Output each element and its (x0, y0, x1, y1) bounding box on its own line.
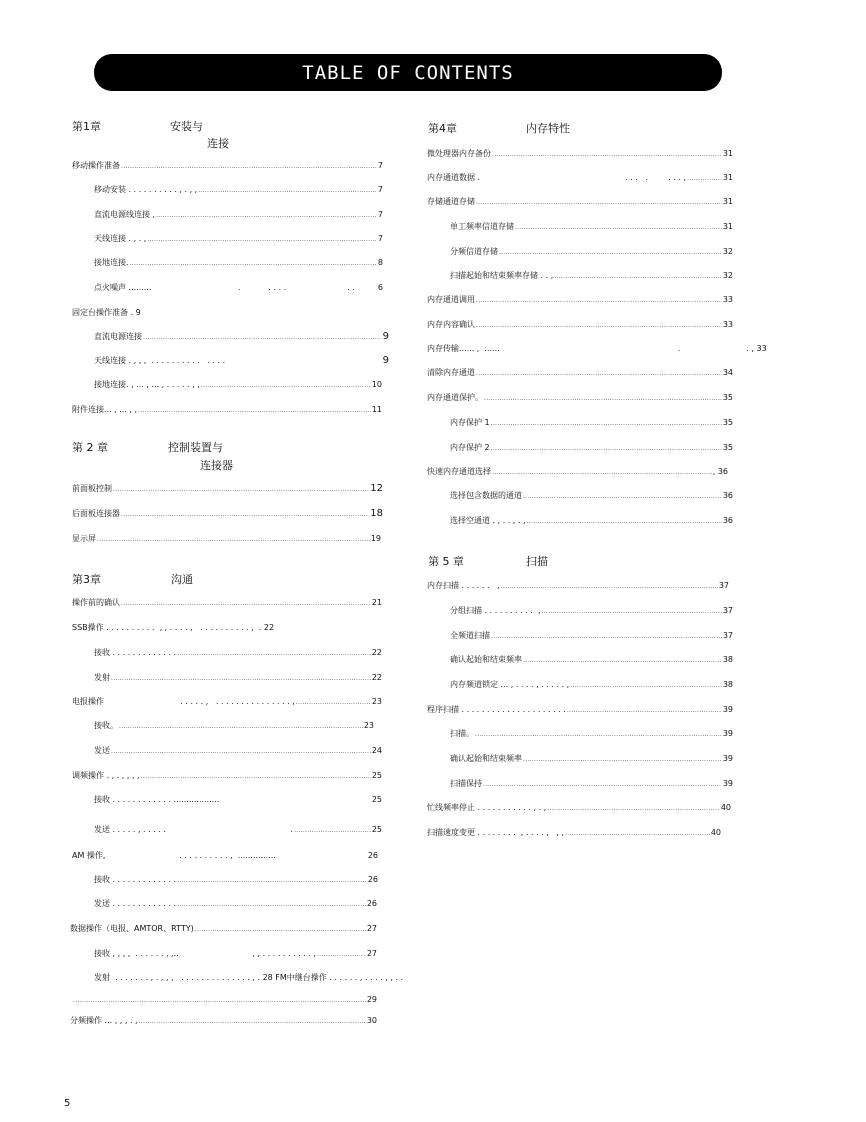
toc-entry[interactable]: 电报操作 . . . . . , . . . . . . . . . . . . . . . , ..... 23 (72, 696, 382, 707)
toc-entry[interactable]: 天线连接 . , , , . . . . . . . . . . . . . . 9 (94, 355, 389, 366)
toc-entry[interactable]: 确认起始和结束频率 ..... 39 (450, 753, 733, 764)
toc-entry[interactable]: 接收 . . . . . . . . . . . . .................. 25 (94, 795, 382, 804)
toc-entry[interactable]: 接地连接. ..... 8 (94, 257, 383, 268)
toc-entry[interactable]: 发送 . . . . . . . . . . . . . ..... 26 (94, 898, 377, 909)
toc-entry[interactable]: 移动操作准备 ..... 7 (72, 160, 383, 171)
toc-entry[interactable]: 天线连接 . , . , ..... 7 (94, 233, 383, 244)
toc-entry[interactable]: 调频操作 . , . , , , , ..... 25 (72, 770, 382, 781)
toc-entry[interactable]: 程序扫描 . . . . . . . . . . . . . . . . . . . . . ..... 39 (427, 704, 733, 715)
toc-entry[interactable]: SSB操作 . . . . . . . . . . , , . . . . , . . . . . . . . . . , . 22 (72, 623, 275, 632)
toc-entry[interactable]: 扫描速度变更 . . . . . . . . , . . . . , , , ..... 40 (427, 827, 721, 838)
toc-entry[interactable]: 接收 , , , , . . . . . . , ,.. , , . . . . . . . . . . , ..... 27 (94, 948, 377, 959)
chapter-title: 扫描 (526, 555, 548, 568)
toc-entry[interactable]: 发送 . . . . . , . . . . . . ..... 25 (94, 824, 382, 835)
toc-entry[interactable]: 扫描起始和结束频率存储 . . , ..... 32 (450, 270, 733, 281)
toc-entry[interactable]: 清除内存通道 ..... 34 (427, 367, 733, 378)
toc-entry[interactable]: 数据操作（电报、AMTOR、RTTY) ..... 27 (70, 923, 377, 934)
toc-entry[interactable]: 分频信道存储 ..... 32 (450, 246, 733, 257)
chapter-number: 第 5 章 (428, 555, 464, 568)
toc-entry[interactable]: 附件连接... , ... , , ..... 11 (72, 404, 382, 415)
chapter-number: 第1章 (72, 120, 101, 133)
toc-entry[interactable]: 固定台操作准备 . 9 (72, 308, 141, 317)
toc-entry[interactable]: 内存保护 1 ..... 35 (450, 417, 733, 428)
toc-entry[interactable]: 扫描保持 ..... 39 (450, 778, 733, 789)
toc-entry[interactable]: 选择包含数据的通道 ..... 36 (450, 490, 733, 501)
chapter-title: 控制装置与 (168, 441, 223, 454)
toc-entry[interactable]: 内存扫描 . . . . . . , ..... 37 (427, 580, 729, 591)
toc-entry[interactable]: 内存传输...... , ...... . . , 33 (427, 344, 767, 353)
chapter-title: 沟通 (171, 573, 193, 586)
toc-entry[interactable]: 分组扫描 . . . . . . . . . . , ..... 37 (450, 605, 733, 616)
toc-entry[interactable]: 移动安装 . . . . . . . . . . , . , , ..... 7 (94, 184, 383, 195)
toc-entry[interactable]: 操作前的确认 ..... 21 (72, 597, 382, 608)
toc-entry[interactable]: 显示屏 ..... 19 (72, 533, 381, 544)
toc-entry[interactable]: 忙线频率停止 . . . . . . . . . . . , . , ..... 40 (427, 802, 731, 813)
toc-entry[interactable]: ..... 29 (72, 995, 377, 1004)
toc-entry[interactable]: 存储通道存储 ..... 31 (427, 196, 733, 207)
toc-entry[interactable]: 直流电源线连接 , ..... 7 (94, 209, 383, 220)
toc-entry[interactable]: 单工频率信道存储 ..... 31 (450, 221, 733, 232)
toc-entry[interactable]: 直流电源连接 ..... 9 (94, 331, 389, 342)
toc-entry[interactable]: 内存内容确认 ..... 33 (427, 319, 733, 330)
toc-entry[interactable]: 接收。 ..... 23 (94, 720, 374, 731)
toc-entry[interactable]: 内存通道保护。 ..... 35 (427, 392, 733, 403)
page-title: TABLE OF CONTENTS (302, 61, 514, 84)
toc-entry[interactable]: 接地连接. , ... , ... , . . . . . , , ..... 10 (94, 379, 382, 390)
chapter-title: 安装与 (170, 120, 203, 133)
chapter-number: 第3章 (72, 573, 101, 586)
toc-entry[interactable]: 分频操作 ... , , , . , ..... 30 (70, 1015, 377, 1026)
toc-entry[interactable]: 发射 . . . . . . . , . , , , . . . . . . . . . . . . . . , . 28 FM中继台操作 . . . . . . , . . . . , , . . (94, 973, 404, 982)
page-number: 5 (64, 1098, 71, 1109)
toc-entry[interactable]: 后面板连接器 ..... 18 (72, 508, 383, 519)
toc-entry[interactable]: 接收 . . . . . . . . . . . . . ..... 22 (94, 647, 382, 658)
toc-entry[interactable]: 快速内存通道选择 ..... , 36 (427, 466, 728, 477)
toc-entry[interactable]: 全频道扫描 ..... 37 (450, 630, 733, 641)
toc-entry[interactable]: AM 操作, . . . . . . . . . . , ............... 26 (72, 851, 378, 860)
chapter-title-line2: 连接器 (200, 459, 233, 472)
toc-entry[interactable]: 内存频道锁定 ... , . . . . , . . . . . , ..... 38 (450, 679, 733, 690)
toc-entry[interactable]: 微处理器内存备份 ..... 31 (427, 148, 733, 159)
chapter-title: 内存特性 (526, 122, 570, 135)
toc-entry[interactable]: 内存保护 2 ..... 35 (450, 442, 733, 453)
toc-entry[interactable]: 发射 ..... 22 (94, 672, 382, 683)
toc-entry[interactable]: 选择空通道 . , . . , . , ..... 36 (450, 515, 733, 526)
toc-entry[interactable]: 扫描。 ..... 39 (450, 728, 733, 739)
chapter-number: 第4章 (428, 122, 457, 135)
toc-entry[interactable]: 内存通道数据 . . . . . . . . , ..... 31 (427, 172, 733, 183)
toc-entry[interactable]: 前面板控制 ..... 12 (72, 483, 383, 494)
chapter-title-line2: 连接 (207, 137, 229, 150)
toc-entry[interactable]: 确认起始和结束频率 ..... 38 (450, 654, 733, 665)
toc-entry[interactable]: 发送 ..... 24 (94, 745, 382, 756)
chapter-number: 第 2 章 (72, 441, 108, 454)
toc-entry[interactable]: 点火噪声 ......... . . . . . . . 6 (94, 283, 383, 292)
toc-entry[interactable]: 内存通道调用 ..... 33 (427, 294, 733, 305)
title-banner (94, 54, 722, 91)
toc-entry[interactable]: 接收 . . . . . . . . . . . . . ..... 26 (94, 874, 378, 885)
